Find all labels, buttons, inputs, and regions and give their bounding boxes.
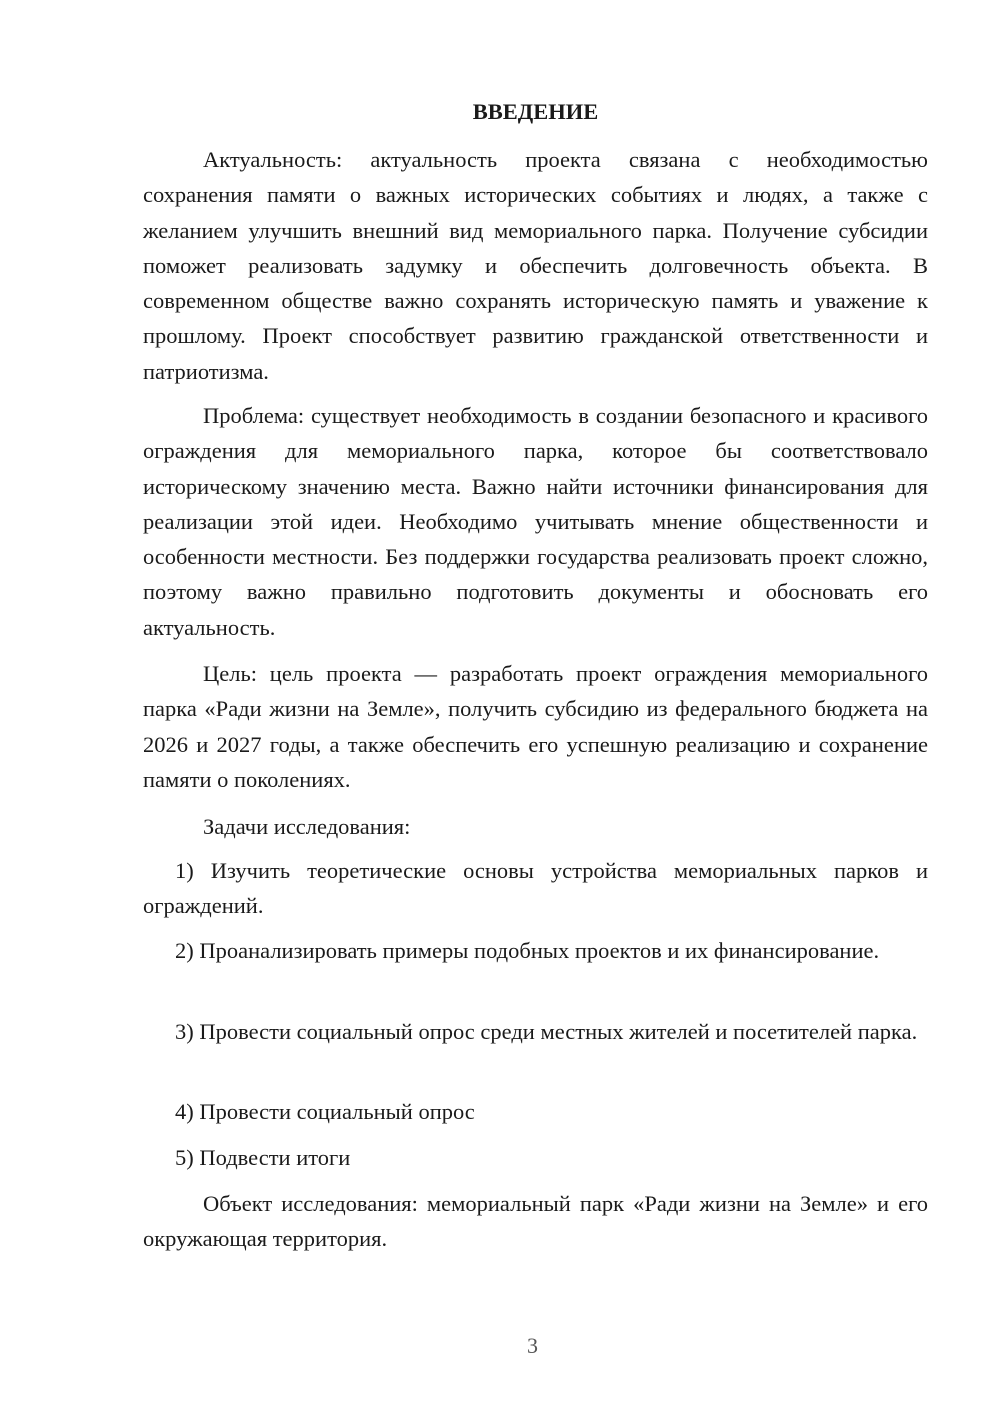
problem-block <box>143 398 928 645</box>
task-item-5 <box>143 1140 928 1175</box>
tasks-heading-block <box>143 809 928 844</box>
task-text: 4) Провести социальный опрос <box>175 1099 475 1124</box>
object-paragraph: Объект исследования: мемориальный парк «Ради жизни на Земле» и его окружающая территория. <box>143 1191 928 1252</box>
relevance-paragraph: Актуальность: актуальность проекта связана с необходимостью сохранения памяти о важных исторических событиях и людях, а также с желанием улучшить внешний вид мемориального парка. Получение субсидии поможет реализовать задумку и обеспечить долговечность объекта. В современном обществе важно сохранять историческую память и уважение к прошлому. Проект способствует развитию гражданской ответственности и патриотизма. <box>143 147 928 384</box>
goal-paragraph: Цель: цель проекта — разработать проект ограждения мемориального парка «Ради жизни на Земле», получить субсидию из федерального бюджета на 2026 и 2027 годы, а также обеспечить его успешную реализацию и сохранение памяти о поколениях. <box>143 661 928 792</box>
task-text: 1) Изучить теоретические основы устройства мемориальных парков и ограждений. <box>143 858 928 919</box>
goal-block <box>143 656 928 797</box>
relevance-block <box>143 142 928 389</box>
task-text: 3) Провести социальный опрос среди местных жителей и посетителей парка. <box>175 1019 918 1044</box>
problem-paragraph: Проблема: существует необходимость в создании безопасного и красивого ограждения для мемориального парка, которое бы соответствовало историческому значению места. Важно найти источники финансирования для реализации этой идеи. Необходимо учитывать мнение общественности и особенности местности. Без поддержки государства реализовать проект сложно, поэтому важно правильно подготовить документы и обосновать его актуальность. <box>143 403 928 640</box>
object-block <box>143 1186 928 1257</box>
task-item-1 <box>143 853 928 924</box>
task-item-4 <box>143 1094 928 1129</box>
task-item-3 <box>143 1014 928 1049</box>
task-text: 5) Подвести итоги <box>175 1145 351 1170</box>
task-text: 2) Проанализировать примеры подобных проектов и их финансирование. <box>175 938 880 963</box>
section-heading: ВВЕДЕНИЕ <box>472 99 599 124</box>
page-number: 3 <box>527 1333 538 1358</box>
task-item-2 <box>143 933 928 968</box>
tasks-heading: Задачи исследования: <box>203 814 411 839</box>
